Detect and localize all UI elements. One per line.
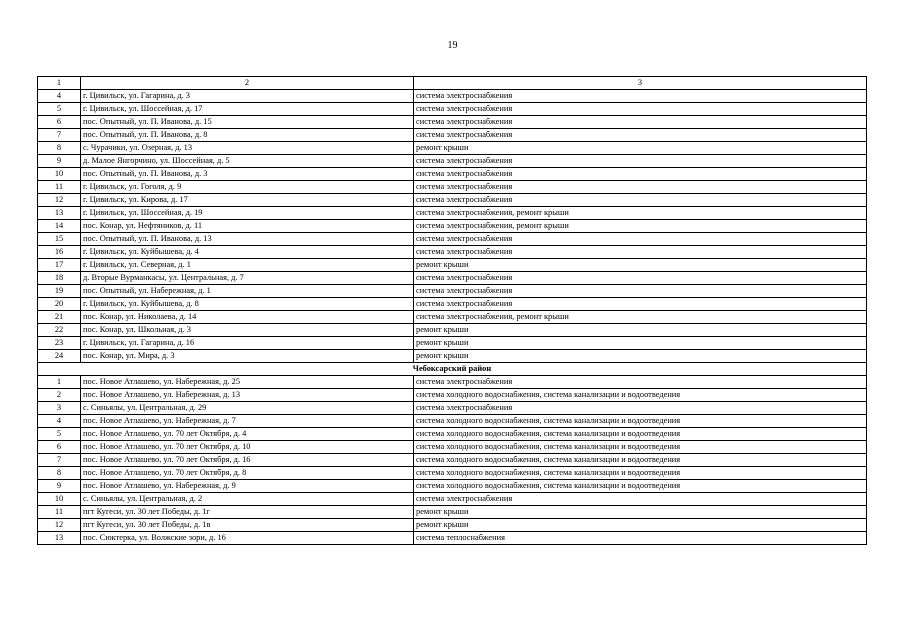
- address-cell: пос. Новое Атлашево, ул. Набережная, д. 9: [81, 480, 414, 493]
- table-row: [38, 519, 867, 532]
- table-row: [38, 389, 867, 402]
- row-number-cell: 5: [38, 428, 81, 441]
- address-cell: пос. Конар, ул. Школьная, д. 3: [81, 324, 414, 337]
- work-type-cell: система электроснабжения: [414, 246, 867, 259]
- row-number-cell: 5: [38, 103, 81, 116]
- row-number-cell: 6: [38, 441, 81, 454]
- table-row: [38, 129, 867, 142]
- address-cell: г. Цивильск, ул. Шоссейная, д. 19: [81, 207, 414, 220]
- row-number-cell: 13: [38, 207, 81, 220]
- address-cell: пос. Новое Атлашево, ул. Набережная, д. 7: [81, 415, 414, 428]
- work-type-cell: система электроснабжения: [414, 155, 867, 168]
- table-row: [38, 298, 867, 311]
- row-number-cell: 20: [38, 298, 81, 311]
- row-number-cell: 4: [38, 90, 81, 103]
- work-type-cell: система электроснабжения: [414, 103, 867, 116]
- row-number-cell: 9: [38, 155, 81, 168]
- work-type-cell: система электроснабжения: [414, 168, 867, 181]
- row-number-cell: 24: [38, 350, 81, 363]
- table-row: [38, 532, 867, 545]
- table-row: [38, 272, 867, 285]
- address-cell: г. Цивильск, ул. Куйбышева, д. 8: [81, 298, 414, 311]
- address-cell: пос. Новое Атлашево, ул. Набережная, д. 13: [81, 389, 414, 402]
- row-number-cell: 13: [38, 532, 81, 545]
- address-cell: г. Цивильск, ул. Шоссейная, д. 17: [81, 103, 414, 116]
- work-type-cell: ремонт крыши: [414, 324, 867, 337]
- address-cell: пос. Опытный, ул. П. Иванова, д. 3: [81, 168, 414, 181]
- work-type-cell: система электроснабжения: [414, 233, 867, 246]
- table-row: [38, 103, 867, 116]
- address-cell: пос. Опытный, ул. П. Иванова, д. 8: [81, 129, 414, 142]
- work-type-cell: система электроснабжения: [414, 493, 867, 506]
- address-cell: пос. Новое Атлашево, ул. Набережная, д. 25: [81, 376, 414, 389]
- work-type-cell: система холодного водоснабжения, система канализации и водоотведения: [414, 467, 867, 480]
- row-number-cell: 15: [38, 233, 81, 246]
- row-number-cell: 18: [38, 272, 81, 285]
- row-number-cell: 10: [38, 168, 81, 181]
- table-row: [38, 246, 867, 259]
- table-row: [38, 116, 867, 129]
- row-number-cell: 19: [38, 285, 81, 298]
- table-row: [38, 337, 867, 350]
- address-cell: г. Цивильск, ул. Кирова, д. 17: [81, 194, 414, 207]
- table-row: [38, 155, 867, 168]
- table-row: [38, 207, 867, 220]
- address-cell: пос. Опытный, ул. Набережная, д. 1: [81, 285, 414, 298]
- work-type-cell: система холодного водоснабжения, система канализации и водоотведения: [414, 389, 867, 402]
- header-col-1: 1: [38, 77, 81, 90]
- row-number-cell: 4: [38, 415, 81, 428]
- row-number-cell: 23: [38, 337, 81, 350]
- register-table-body: [38, 77, 867, 545]
- table-row: [38, 194, 867, 207]
- work-type-cell: система электроснабжения, ремонт крыши: [414, 207, 867, 220]
- table-row: [38, 285, 867, 298]
- address-cell: пгт Кугеси, ул. 30 лет Победы, д. 1в: [81, 519, 414, 532]
- row-number-cell: 9: [38, 480, 81, 493]
- address-cell: г. Цивильск, ул. Гагарина, д. 16: [81, 337, 414, 350]
- address-cell: с. Синьялы, ул. Центральная, д. 29: [81, 402, 414, 415]
- address-cell: с. Чурачики, ул. Озерная, д. 13: [81, 142, 414, 155]
- work-type-cell: система электроснабжения: [414, 194, 867, 207]
- row-number-cell: 7: [38, 129, 81, 142]
- row-number-cell: 21: [38, 311, 81, 324]
- row-number-cell: 16: [38, 246, 81, 259]
- table-row: [38, 259, 867, 272]
- address-cell: д. Малое Янгорчино, ул. Шоссейная, д. 5: [81, 155, 414, 168]
- table-row: [38, 168, 867, 181]
- address-cell: г. Цивильск, ул. Гагарина, д. 3: [81, 90, 414, 103]
- address-cell: пос. Новое Атлашево, ул. 70 лет Октября, д. 4: [81, 428, 414, 441]
- address-cell: пос. Опытный, ул. П. Иванова, д. 15: [81, 116, 414, 129]
- table-row: [38, 233, 867, 246]
- address-cell: пос. Новое Атлашево, ул. 70 лет Октября, д. 8: [81, 467, 414, 480]
- address-cell: пос. Новое Атлашево, ул. 70 лет Октября, д. 10: [81, 441, 414, 454]
- row-number-cell: 2: [38, 389, 81, 402]
- work-type-cell: ремонт крыши: [414, 506, 867, 519]
- work-type-cell: система электроснабжения: [414, 376, 867, 389]
- work-type-cell: система электроснабжения: [414, 298, 867, 311]
- table-row: [38, 454, 867, 467]
- work-type-cell: система электроснабжения: [414, 129, 867, 142]
- table-row: [38, 181, 867, 194]
- address-cell: пос. Конар, ул. Николаева, д. 14: [81, 311, 414, 324]
- row-number-cell: 7: [38, 454, 81, 467]
- header-col-2: 2: [81, 77, 414, 90]
- address-cell: пос. Новое Атлашево, ул. 70 лет Октября, д. 16: [81, 454, 414, 467]
- table-row: [38, 142, 867, 155]
- work-type-cell: система холодного водоснабжения, система канализации и водоотведения: [414, 415, 867, 428]
- page-number: 19: [447, 40, 458, 51]
- work-type-cell: система электроснабжения: [414, 90, 867, 103]
- address-cell: г. Цивильск, ул. Куйбышева, д. 4: [81, 246, 414, 259]
- work-type-cell: система электроснабжения: [414, 272, 867, 285]
- table-row: [38, 480, 867, 493]
- work-type-cell: ремонт крыши: [414, 142, 867, 155]
- work-type-cell: система холодного водоснабжения, система канализации и водоотведения: [414, 454, 867, 467]
- address-cell: д. Вторые Вурманкасы, ул. Центральная, д. 7: [81, 272, 414, 285]
- register-table: [37, 76, 867, 545]
- row-number-cell: 17: [38, 259, 81, 272]
- work-type-cell: ремонт крыши: [414, 259, 867, 272]
- work-type-cell: ремонт крыши: [414, 519, 867, 532]
- work-type-cell: система электроснабжения, ремонт крыши: [414, 311, 867, 324]
- table-row: [38, 350, 867, 363]
- table-row: [38, 90, 867, 103]
- work-type-cell: система электроснабжения: [414, 116, 867, 129]
- row-number-cell: 22: [38, 324, 81, 337]
- row-number-cell: 1: [38, 376, 81, 389]
- address-cell: пос. Конар, ул. Мира, д. 3: [81, 350, 414, 363]
- work-type-cell: система холодного водоснабжения, система канализации и водоотведения: [414, 441, 867, 454]
- work-type-cell: система электроснабжения: [414, 181, 867, 194]
- row-number-cell: 11: [38, 181, 81, 194]
- row-number-cell: 10: [38, 493, 81, 506]
- row-number-cell: 12: [38, 519, 81, 532]
- table-row: [38, 324, 867, 337]
- address-cell: пос. Конар, ул. Нефтяников, д. 11: [81, 220, 414, 233]
- work-type-cell: система электроснабжения: [414, 285, 867, 298]
- work-type-cell: система теплоснабжения: [414, 532, 867, 545]
- table-row: [38, 428, 867, 441]
- table-row: [38, 467, 867, 480]
- address-cell: г. Цивильск, ул. Северная, д. 1: [81, 259, 414, 272]
- work-type-cell: система электроснабжения: [414, 402, 867, 415]
- table-row: [38, 311, 867, 324]
- table-row: [38, 402, 867, 415]
- address-cell: пос. Сюктерка, ул. Волжские зори, д. 16: [81, 532, 414, 545]
- table-header-row: [38, 77, 867, 90]
- work-type-cell: ремонт крыши: [414, 337, 867, 350]
- work-type-cell: система холодного водоснабжения, система канализации и водоотведения: [414, 428, 867, 441]
- header-col-3: 3: [414, 77, 867, 90]
- address-cell: пгт Кугеси, ул. 30 лет Победы, д. 1г: [81, 506, 414, 519]
- address-cell: г. Цивильск, ул. Гоголя, д. 9: [81, 181, 414, 194]
- work-type-cell: система холодного водоснабжения, система канализации и водоотведения: [414, 480, 867, 493]
- row-number-cell: 6: [38, 116, 81, 129]
- work-type-cell: ремонт крыши: [414, 350, 867, 363]
- table-row: [38, 506, 867, 519]
- row-number-cell: 14: [38, 220, 81, 233]
- table-row: [38, 220, 867, 233]
- table-row: [38, 415, 867, 428]
- work-type-cell: система электроснабжения, ремонт крыши: [414, 220, 867, 233]
- section-header-row: [38, 363, 867, 376]
- row-number-cell: 3: [38, 402, 81, 415]
- row-number-cell: 8: [38, 467, 81, 480]
- table-row: [38, 376, 867, 389]
- row-number-cell: 12: [38, 194, 81, 207]
- row-number-cell: 8: [38, 142, 81, 155]
- table-row: [38, 441, 867, 454]
- address-cell: с. Синьялы, ул. Центральная, д. 2: [81, 493, 414, 506]
- table-row: [38, 493, 867, 506]
- row-number-cell: 11: [38, 506, 81, 519]
- address-cell: пос. Опытный, ул. П. Иванова, д. 13: [81, 233, 414, 246]
- section-title: Чебоксарский район: [38, 363, 867, 376]
